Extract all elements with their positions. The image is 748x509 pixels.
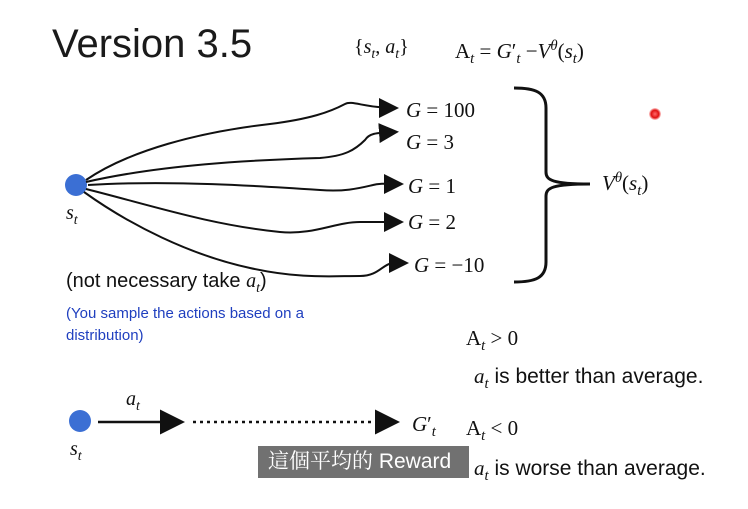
state-label-bottom: $s_t$ [70,438,82,464]
sample-distribution-note: (You sample the actions based on a distribution) [66,305,304,344]
g-prime-label: $G'_t$ [412,412,436,441]
action-label: $a_t$ [126,388,140,414]
advantage-negative: $A_t < 0$ [466,416,519,445]
return-label-5: G = −10 [414,253,485,277]
trajectory-4 [86,189,400,232]
value-function-label: $V^\theta(s_t)$ [602,170,649,200]
state-label-top: $s_t$ [66,202,78,228]
trajectory-5 [84,192,405,276]
better-than-average: $a_t$ is better than average. [474,364,704,393]
state-action-pair: {$s_t$, $a_t$} [354,36,409,62]
trajectory-1 [86,103,395,180]
return-label-4: G = 2 [408,210,457,234]
worse-than-average: $a_t$ is worse than average. [474,456,706,485]
return-label-2: G = 3 [406,130,455,154]
subtitle-caption: 這個平均的 Reward [258,446,469,478]
return-label-3: G = 1 [408,174,457,198]
advantage-positive: $A_t > 0$ [466,326,519,355]
return-label-1: G = 100 [406,98,476,122]
advantage-formula: $A_t = G'_t -V^\theta(s_t)$ [455,38,584,68]
state-node-bottom [69,410,91,432]
returns-brace [514,88,590,282]
trajectory-3 [88,183,400,190]
laser-pointer-icon [649,108,661,120]
slide-title: Version 3.5 [52,22,253,66]
not-necessary-note: (not necessary take $a_t$) [66,270,267,296]
